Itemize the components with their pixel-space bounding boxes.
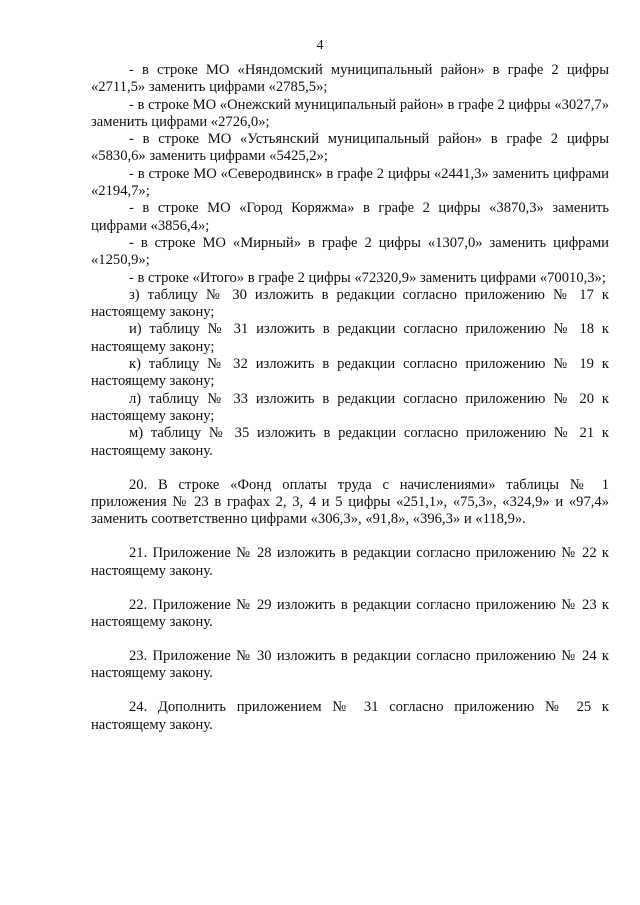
numbered-paragraph: 20. В строке «Фонд оплаты труда с начислениями» таблицы № 1 приложения № 23 в графах 2, 3, 4 и 5 цифры «251,1», «75,3», «324,9» и «97,4» заменить соответственно цифрами «306,3», «91,8», «396,3» и «118,9».	[91, 476, 609, 528]
amendment-item: - в строке МО «Мирный» в графе 2 цифры «1307,0» заменить цифрами «1250,9»;	[91, 234, 609, 269]
amendment-item: з) таблицу № 30 изложить в редакции согласно приложению № 17 к настоящему закону;	[91, 286, 609, 321]
amendment-item: - в строке «Итого» в графе 2 цифры «72320,9» заменить цифрами «70010,3»;	[129, 269, 606, 286]
numbered-paragraph: 23. Приложение № 30 изложить в редакции согласно приложению № 24 к настоящему закону.	[91, 648, 609, 682]
amendment-item: - в строке МО «Няндомский муниципальный район» в графе 2 цифры «2711,5» заменить цифрами «2785,5»;	[91, 62, 609, 96]
document-body	[91, 62, 609, 734]
numbered-paragraph: 24. Дополнить приложением № 31 согласно приложению № 25 к настоящему закону.	[91, 699, 609, 733]
amendment-item: - в строке МО «Северодвинск» в графе 2 цифры «2441,3» заменить цифрами «2194,7»;	[91, 165, 609, 200]
page-number: 4	[316, 38, 324, 53]
amendment-item: и) таблицу № 31 изложить в редакции согласно приложению № 18 к настоящему закону;	[91, 321, 609, 355]
amendment-item: к) таблицу № 32 изложить в редакции согласно приложению № 19 к настоящему закону;	[91, 356, 609, 390]
numbered-paragraph: 21. Приложение № 28 изложить в редакции согласно приложению № 22 к настоящему закону.	[91, 545, 609, 579]
amendment-item: - в строке МО «Устьянский муниципальный район» в графе 2 цифры «5830,6» заменить цифрами «5425,2»;	[91, 131, 609, 165]
amendment-item: л) таблицу № 33 изложить в редакции согласно приложению № 20 к настоящему закону;	[91, 390, 609, 424]
amendment-item: - в строке МО «Онежский муниципальный район» в графе 2 цифры «3027,7» заменить цифрами «2726,0»;	[91, 96, 609, 130]
numbered-paragraph: 22. Приложение № 29 изложить в редакции согласно приложению № 23 к настоящему закону.	[91, 596, 609, 630]
amendment-item: - в строке МО «Город Коряжма» в графе 2 цифры «3870,3» заменить цифрами «3856,4»;	[91, 200, 609, 234]
amendment-item: м) таблицу № 35 изложить в редакции согласно приложению № 21 к настоящему закону.	[91, 425, 609, 459]
